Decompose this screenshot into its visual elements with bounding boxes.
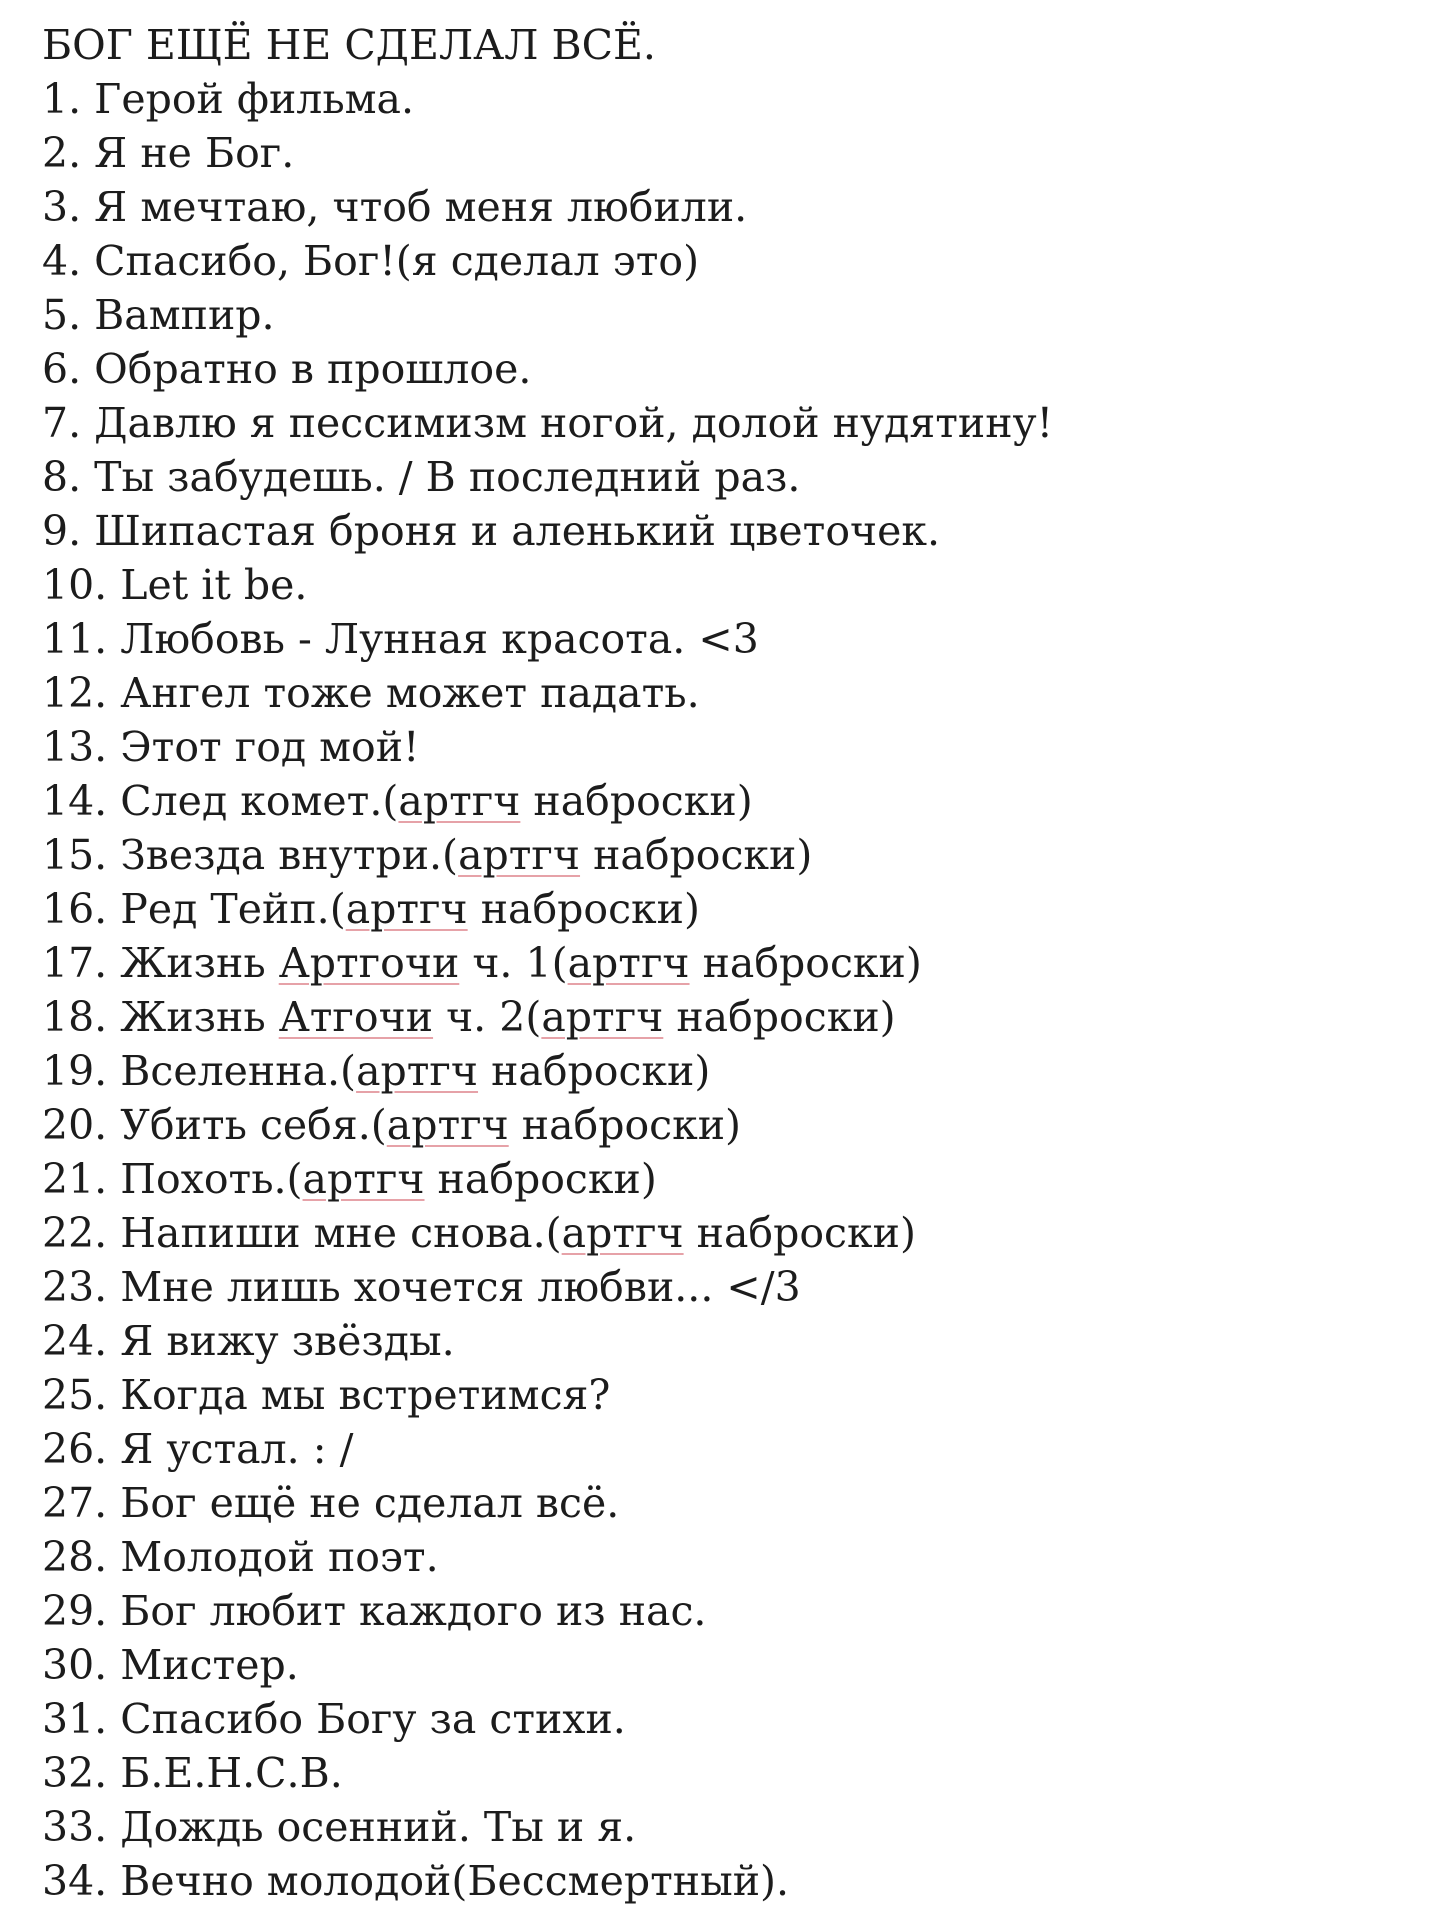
list-item-text: Бог любит каждого из нас. xyxy=(120,1587,707,1635)
spellcheck-marked-word: артгч xyxy=(561,1209,684,1257)
list-item-number: 27. xyxy=(42,1479,108,1527)
list-item xyxy=(42,1044,1422,1098)
list-item xyxy=(42,1584,1422,1638)
list-item-text: Когда мы встретимся? xyxy=(120,1371,611,1419)
list-item xyxy=(42,1476,1422,1530)
list-item xyxy=(42,990,1422,1044)
list-item-number: 9. xyxy=(42,507,82,555)
list-item-number: 15. xyxy=(42,831,108,879)
list-item-number: 13. xyxy=(42,723,108,771)
list-item xyxy=(42,1638,1422,1692)
list-item xyxy=(42,1422,1422,1476)
list-item-number: 16. xyxy=(42,885,108,933)
list-item-text: Спасибо, Бог!(я сделал это) xyxy=(94,237,700,285)
list-item xyxy=(42,1206,1422,1260)
list-item xyxy=(42,936,1422,990)
list-item-text: Этот год мой! xyxy=(120,723,420,771)
list-item-text: Мистер. xyxy=(120,1641,299,1689)
list-item-text: Вселенна.(артгч наброски) xyxy=(120,1047,711,1095)
list-item-text: Бог ещё не сделал всё. xyxy=(120,1479,620,1527)
list-item xyxy=(42,234,1422,288)
list-item-text: Обратно в прошлое. xyxy=(94,345,532,393)
page-title: БОГ ЕЩЁ НЕ СДЕЛАЛ ВСЁ. xyxy=(42,21,656,69)
list-item xyxy=(42,1098,1422,1152)
list-item-number: 32. xyxy=(42,1749,108,1797)
spellcheck-marked-word: артгч xyxy=(302,1155,425,1203)
spellcheck-marked-word: артгч xyxy=(541,993,664,1041)
list-item xyxy=(42,558,1422,612)
list-item-text: Напиши мне снова.(артгч наброски) xyxy=(120,1209,916,1257)
list-item-text: Я не Бог. xyxy=(94,129,295,177)
list-item xyxy=(42,774,1422,828)
list-item-text: Звезда внутри.(артгч наброски) xyxy=(120,831,813,879)
list-item-text: Let it be. xyxy=(120,561,308,609)
list-item-number: 12. xyxy=(42,669,108,717)
list-item xyxy=(42,612,1422,666)
list-item-text: Ред Тейп.(артгч наброски) xyxy=(120,885,700,933)
list-item-number: 20. xyxy=(42,1101,108,1149)
list-item xyxy=(42,72,1422,126)
list-item xyxy=(42,1314,1422,1368)
spellcheck-marked-word: артгч xyxy=(345,885,468,933)
spellcheck-marked-word: Артгочи xyxy=(278,939,460,987)
list-item xyxy=(42,1692,1422,1746)
list-item-number: 33. xyxy=(42,1803,108,1851)
list-item xyxy=(42,342,1422,396)
list-item-text: Молодой поэт. xyxy=(120,1533,439,1581)
list-item xyxy=(42,1260,1422,1314)
list-item xyxy=(42,666,1422,720)
list-item-text: Ты забудешь. / В последний раз. xyxy=(94,453,801,501)
list-item-number: 30. xyxy=(42,1641,108,1689)
spellcheck-marked-word: артгч xyxy=(398,777,521,825)
list-item-number: 5. xyxy=(42,291,82,339)
list-item-text: Я мечтаю, чтоб меня любили. xyxy=(94,183,748,231)
list-item-text: Вечно молодой(Бессмертный). xyxy=(120,1857,790,1905)
list-item xyxy=(42,1530,1422,1584)
list-item xyxy=(42,126,1422,180)
document-page xyxy=(42,18,1422,1908)
list-item-text: Давлю я пессимизм ногой, долой нудятину! xyxy=(94,399,1054,447)
list-item xyxy=(42,450,1422,504)
list-item-text: Я вижу звёзды. xyxy=(120,1317,455,1365)
list-item xyxy=(42,1854,1422,1908)
list-item-number: 21. xyxy=(42,1155,108,1203)
list-item xyxy=(42,288,1422,342)
list-item xyxy=(42,396,1422,450)
list-item-number: 28. xyxy=(42,1533,108,1581)
list-item-number: 18. xyxy=(42,993,108,1041)
list-item-number: 4. xyxy=(42,237,82,285)
list-item-text: Вампир. xyxy=(94,291,275,339)
list-item-text: Шипастая броня и аленький цветочек. xyxy=(94,507,941,555)
list-item-number: 2. xyxy=(42,129,82,177)
poem-list xyxy=(42,72,1422,1908)
list-item-text: Ангел тоже может падать. xyxy=(120,669,700,717)
spellcheck-marked-word: артгч xyxy=(386,1101,509,1149)
list-item-number: 1. xyxy=(42,75,82,123)
list-item-number: 11. xyxy=(42,615,108,663)
list-item-text: Б.Е.Н.С.В. xyxy=(120,1749,343,1797)
list-item-text: Герой фильма. xyxy=(94,75,415,123)
list-item-text: Убить себя.(артгч наброски) xyxy=(120,1101,742,1149)
list-item-text: Спасибо Богу за стихи. xyxy=(120,1695,626,1743)
list-item-number: 22. xyxy=(42,1209,108,1257)
list-item-text: Дождь осенний. Ты и я. xyxy=(120,1803,637,1851)
list-item-number: 17. xyxy=(42,939,108,987)
spellcheck-marked-word: артгч xyxy=(458,831,581,879)
list-item-text: Мне лишь хочется любви... </3 xyxy=(120,1263,801,1311)
list-item-number: 6. xyxy=(42,345,82,393)
list-item-number: 23. xyxy=(42,1263,108,1311)
list-item xyxy=(42,882,1422,936)
list-item-number: 7. xyxy=(42,399,82,447)
list-item-text: Любовь - Лунная красота. <3 xyxy=(120,615,759,663)
spellcheck-marked-word: Атгочи xyxy=(278,993,434,1041)
list-item-number: 10. xyxy=(42,561,108,609)
list-item xyxy=(42,180,1422,234)
list-item-text: Я устал. : / xyxy=(120,1425,354,1473)
list-item xyxy=(42,1746,1422,1800)
list-item xyxy=(42,1368,1422,1422)
list-item-number: 24. xyxy=(42,1317,108,1365)
list-item-text: След комет.(артгч наброски) xyxy=(120,777,753,825)
list-item-number: 34. xyxy=(42,1857,108,1905)
list-item-number: 19. xyxy=(42,1047,108,1095)
list-item xyxy=(42,720,1422,774)
list-item-text: Жизнь Атгочи ч. 2(артгч наброски) xyxy=(120,993,896,1041)
list-item-number: 14. xyxy=(42,777,108,825)
spellcheck-marked-word: артгч xyxy=(567,939,690,987)
list-item-text: Похоть.(артгч наброски) xyxy=(120,1155,657,1203)
list-item-number: 25. xyxy=(42,1371,108,1419)
list-item xyxy=(42,1800,1422,1854)
list-item-text: Жизнь Артгочи ч. 1(артгч наброски) xyxy=(120,939,922,987)
list-item-number: 8. xyxy=(42,453,82,501)
list-item-number: 29. xyxy=(42,1587,108,1635)
list-item-number: 3. xyxy=(42,183,82,231)
list-item xyxy=(42,828,1422,882)
spellcheck-marked-word: артгч xyxy=(356,1047,479,1095)
list-item xyxy=(42,504,1422,558)
list-item xyxy=(42,1152,1422,1206)
list-item-number: 31. xyxy=(42,1695,108,1743)
list-item-number: 26. xyxy=(42,1425,108,1473)
